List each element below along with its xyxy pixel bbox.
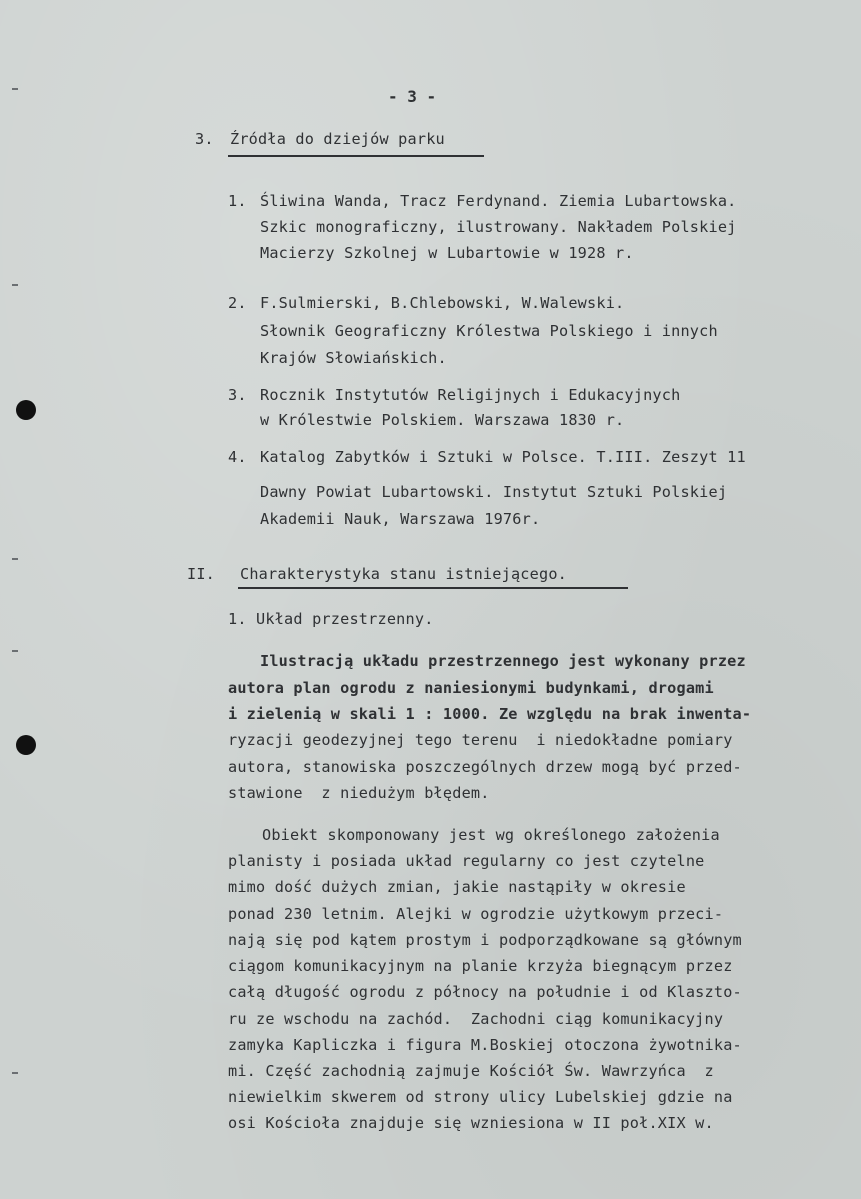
subsection-title: 1. Układ przestrzenny. <box>228 610 434 628</box>
paragraph-line: całą długość ogrodu z północy na południe i od Klaszto- <box>228 983 742 1001</box>
paragraph-line: ponad 230 letnim. Alejki w ogrodzie użytkowym przeci- <box>228 905 724 923</box>
source-item-number: 1. <box>228 192 247 210</box>
paragraph-line: osi Kościoła znajduje się wzniesiona w II poł.XIX w. <box>228 1114 714 1132</box>
paragraph-line: stawione z niedużym błędem. <box>228 784 490 802</box>
margin-mark <box>12 1072 18 1074</box>
punch-hole <box>16 735 36 755</box>
section-number: 3. <box>195 130 214 148</box>
source-item-number: 4. <box>228 448 247 466</box>
margin-mark <box>12 650 18 652</box>
paragraph-line: autora, stanowiska poszczególnych drzew mogą być przed- <box>228 758 742 776</box>
chapter-title: Charakterystyka stanu istniejącego. <box>240 565 568 583</box>
paragraph-line: ru ze wschodu na zachód. Zachodni ciąg komunikacyjny <box>228 1010 724 1028</box>
source-item-number: 3. <box>228 386 247 404</box>
source-item-line: Śliwina Wanda, Tracz Ferdynand. Ziemia Lubartowska. <box>260 192 737 210</box>
section-title: Źródła do dziejów parku <box>230 130 445 148</box>
source-item-line: Krajów Słowiańskich. <box>260 349 447 367</box>
chapter-title-underline <box>238 587 628 589</box>
margin-mark <box>12 284 18 286</box>
source-item-line: Katalog Zabytków i Sztuki w Polsce. T.III. Zeszyt 11 <box>260 448 746 466</box>
paragraph-line: i zielenią w skali 1 : 1000. Ze względu na brak inwenta- <box>228 705 752 723</box>
paragraph-line: autora plan ogrodu z naniesionymi budynkami, drogami <box>228 679 714 697</box>
paragraph-line: planisty i posiada układ regularny co jest czytelne <box>228 852 705 870</box>
source-item-line: Słownik Geograficzny Królestwa Polskiego i innych <box>260 322 718 340</box>
paragraph-line: mimo dość dużych zmian, jakie nastąpiły w okresie <box>228 878 686 896</box>
source-item-number: 2. <box>228 294 247 312</box>
paragraph-line: nają się pod kątem prostym i podporządkowane są głównym <box>228 931 742 949</box>
paragraph-line: zamyka Kapliczka i figura M.Boskiej otoczona żywotnika- <box>228 1036 742 1054</box>
section-title-underline <box>228 155 484 157</box>
source-item-line: Dawny Powiat Lubartowski. Instytut Sztuki Polskiej <box>260 483 728 501</box>
margin-mark <box>12 558 18 560</box>
page-number: - 3 - <box>388 87 437 106</box>
paragraph-line: niewielkim skwerem od strony ulicy Lubelskiej gdzie na <box>228 1088 733 1106</box>
source-item-line: Rocznik Instytutów Religijnych i Edukacyjnych <box>260 386 681 404</box>
paragraph-line: ryzacji geodezyjnej tego terenu i niedokładne pomiary <box>228 731 733 749</box>
chapter-number: II. <box>187 565 216 583</box>
margin-mark <box>12 88 18 90</box>
source-item-line: F.Sulmierski, B.Chlebowski, W.Walewski. <box>260 294 625 312</box>
source-item-line: Akademii Nauk, Warszawa 1976r. <box>260 510 541 528</box>
paragraph-line: mi. Część zachodnią zajmuje Kościół Św. Wawrzyńca z <box>228 1062 714 1080</box>
punch-hole <box>16 400 36 420</box>
source-item-line: Macierzy Szkolnej w Lubartowie w 1928 r. <box>260 244 634 262</box>
paragraph-line: Ilustracją układu przestrzennego jest wykonany przez <box>260 652 746 670</box>
paragraph-line: Obiekt skomponowany jest wg określonego założenia <box>262 826 720 844</box>
source-item-line: Szkic monograficzny, ilustrowany. Nakładem Polskiej <box>260 218 737 236</box>
paragraph-line: ciągom komunikacyjnym na planie krzyża biegnącym przez <box>228 957 733 975</box>
source-item-line: w Królestwie Polskiem. Warszawa 1830 r. <box>260 411 625 429</box>
